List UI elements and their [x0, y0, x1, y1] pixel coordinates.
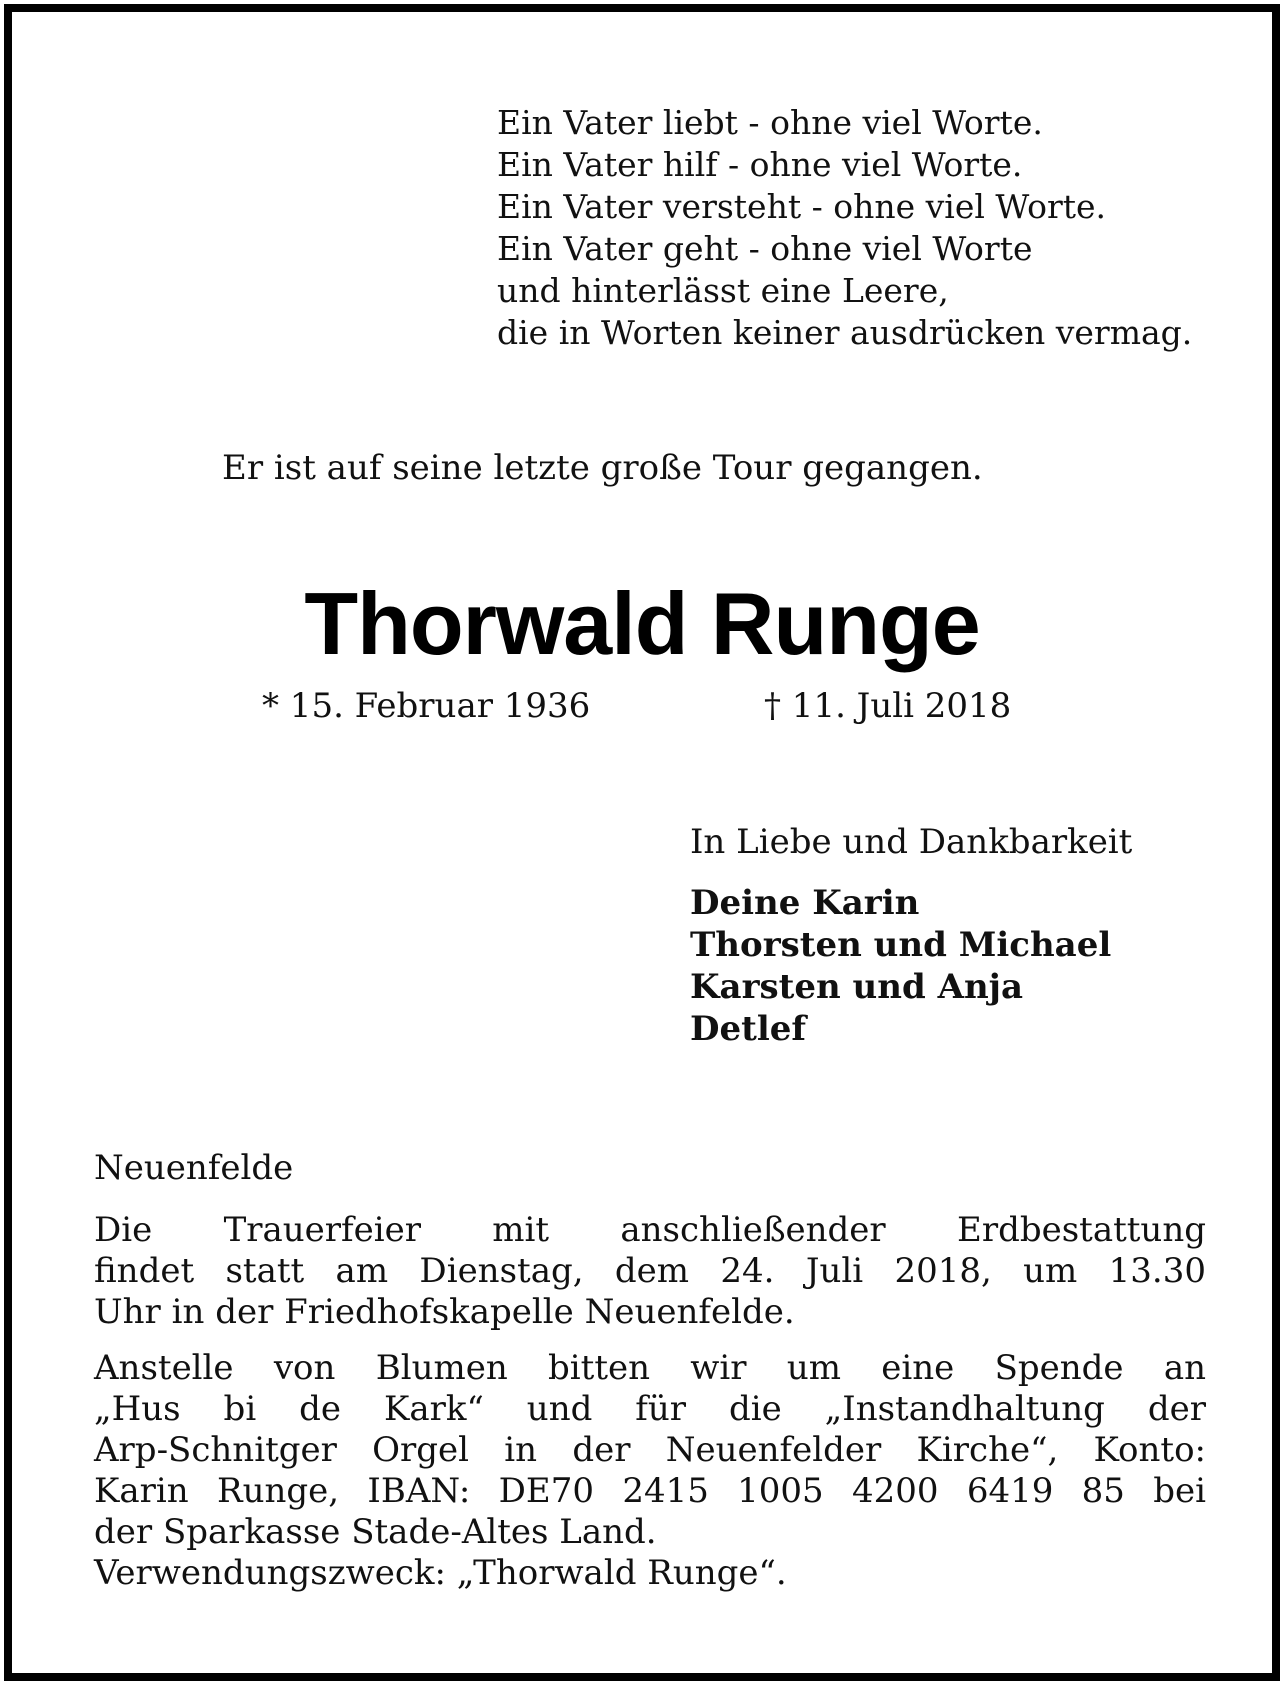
family-signatures [690, 882, 1111, 1050]
poem-line: die in Worten keiner ausdrücken vermag. [497, 313, 1193, 352]
donation-line: „Hus bi de Kark“ und für die „Instandhaltung der [94, 1389, 1206, 1429]
poem-line: Ein Vater hilf - ohne viel Worte. [497, 145, 1023, 184]
funeral-line: Uhr in der Friedhofskapelle Neuenfelde. [94, 1292, 795, 1332]
family-member: Thorsten und Michael [690, 925, 1112, 965]
funeral-line: Die Trauerfeier mit anschließender Erdbestattung [94, 1210, 1206, 1250]
poem-line: Ein Vater versteht - ohne viel Worte. [497, 187, 1107, 226]
poem-line: Ein Vater geht - ohne viel Worte [497, 229, 1033, 268]
family-member: Deine Karin [690, 883, 920, 923]
donation-line: Karin Runge, IBAN: DE70 2415 1005 4200 6419 85 bei [94, 1471, 1206, 1511]
family-member: Detlef [690, 1009, 806, 1049]
deceased-name: Thorwald Runge [304, 574, 980, 673]
death-date: † 11. Juli 2018 [764, 686, 1012, 726]
funeral-line: findet statt am Dienstag, dem 24. Juli 2018, um 13.30 [94, 1251, 1206, 1291]
obituary-notice [4, 4, 1280, 1681]
donation-line: Anstelle von Blumen bitten wir um eine Spende an [94, 1348, 1206, 1388]
poem [497, 102, 1192, 354]
poem-line: und hinterlässt eine Leere, [497, 271, 949, 310]
donation-line: Verwendungszweck: „Thorwald Runge“. [94, 1553, 787, 1593]
tour-line: Er ist auf seine letzte große Tour gegangen. [222, 448, 983, 488]
closing-line: In Liebe und Dankbarkeit [690, 822, 1133, 862]
donation-line: Arp-Schnitger Orgel in der Neuenfelder Kirche“, Konto: [94, 1430, 1206, 1470]
donation-line: der Sparkasse Stade-Altes Land. [94, 1512, 657, 1552]
funeral-paragraph [94, 1210, 1206, 1333]
place-name: Neuenfelde [94, 1148, 294, 1188]
family-member: Karsten und Anja [690, 967, 1024, 1007]
birth-date: * 15. Februar 1936 [262, 686, 591, 726]
donation-paragraph [94, 1348, 1206, 1594]
poem-line: Ein Vater liebt - ohne viel Worte. [497, 103, 1043, 142]
